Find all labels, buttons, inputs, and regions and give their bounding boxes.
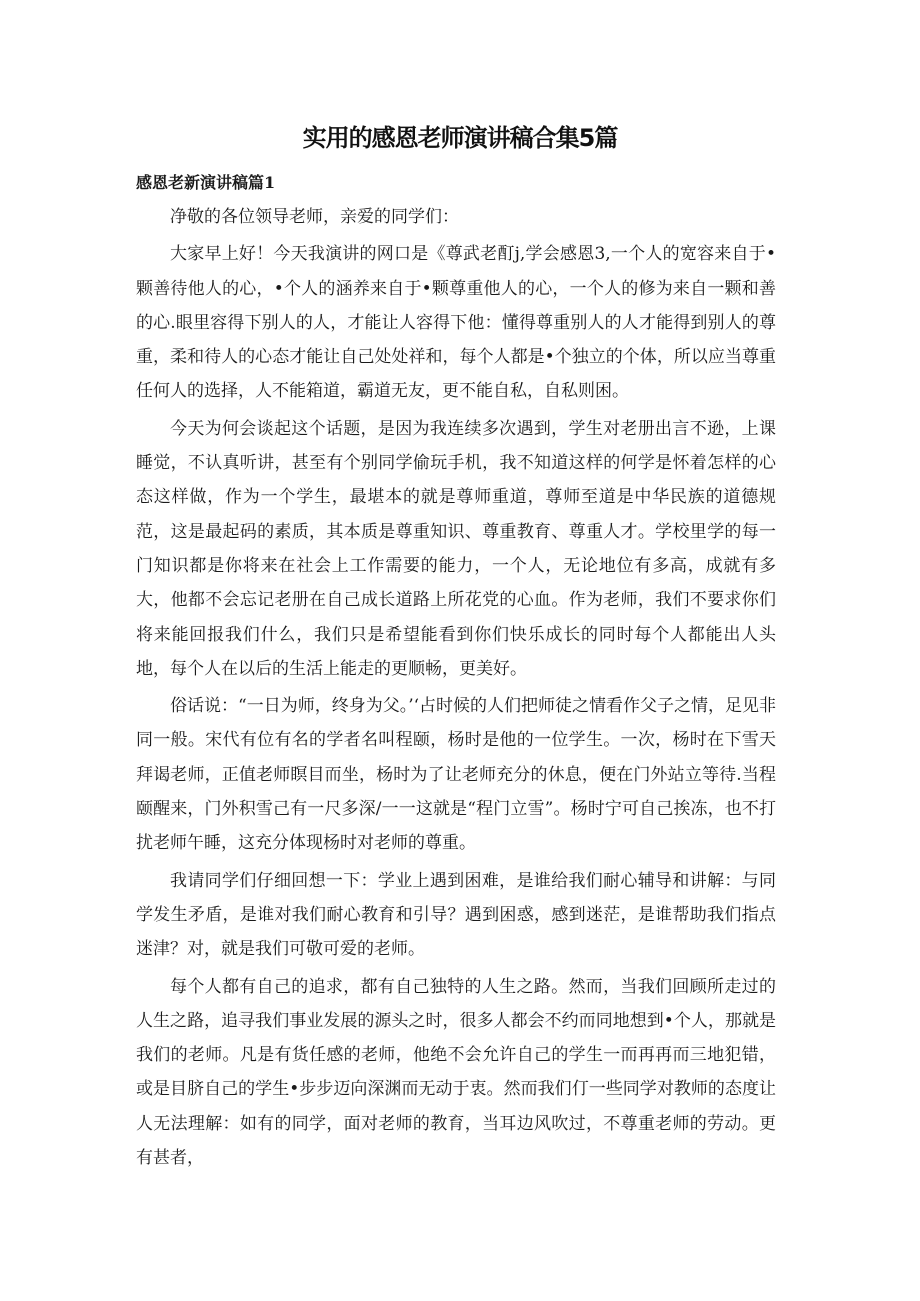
paragraph: 大家早上好！今天我演讲的网口是《尊武老酊j,学会感恩3,一个人的宽容来自于•颗善待他人的心，•个人的涵养来自于•颗尊重他人的心，一个人的修为来自一颗和善的心.眼里容得下别人的人，才能让人容得下他：懂得尊重别人的人才能得到别人的尊重，柔和待人的心态才能让自己处处祥和，每个人都是•个独立的个体，所以应当尊重任何人的选择，人不能箱道，霸道无友，更不能自私，自私则困。 [136,244,776,402]
paragraph: 今天为何会谈起这个话题，是因为我连续多次遇到，学生对老册出言不逊，上课睡觉，不认真听讲，甚至有个别同学偷玩手机，我不知道这样的何学是怀着怎样的心态这样做，作为一个学生，最堪本的就是尊师重道，尊师至道是中华民族的道德规范，这是最起码的素质，其本质是尊重知识、尊重教育、尊重人才。学校里学的每一门知识都是你将来在社会上工作需要的能力，一个人，无论地位有多高，成就有多大，他都不会忘记老册在自己成长道路上所花党的心血。作为老师，我们不要求你们将来能回报我们什么，我们只是希望能看到你们快乐成长的同时每个人都能出人头地，每个人在以后的生活上能走的更顺畅，更美好。 [136,418,776,679]
paragraph: 每个人都有自己的追求，都有自己独特的人生之路。然而，当我们回顾所走过的人生之路，追寻我们事业发展的源头之时，很多人都会不约而同地想到•个人，那就是我们的老师。凡是有货任感的老师，他绝不会允许自己的学生一而再再而三地犯错，或是目脐自己的学生•步步迈向深渊而无动于衷。然而我们仃一些同学对教师的态度让人无法理解：如有的同学，面对老师的教育，当耳边风吹过，不尊重老师的劳动。更有甚者， [136,976,776,1169]
paragraph: 俗话说：“一日为师，终身为父。’‘占时候的人们把师徒之情看作父子之情，足见非同一般。宋代有位有名的学者名叫程颐，杨时是他的一位学生。一次，杨时在下雪天拜谒老师，正值老师瞑目而坐，杨时为了让老师充分的休息，便在门外站立等待.当程颐醒来，门外积雪己有一尺多深/一一这就是“程门立雪”。杨时宁可自己挨冻，也不打扰老师午睡，这充分体现杨时对老师的尊重。 [136,696,776,854]
paragraph-greeting: 净敬的各位领导老师，亲爱的同学们： [170,207,459,227]
section-heading: 感恩老新演讲稿篇1 [136,173,276,192]
document-body [136,200,776,1178]
paragraph: 我请同学们仔细回想一下：学业上遇到困难，是谁给我们耐心辅导和讲解：与同学发生矛盾，是谁对我们耐心教育和引导？遇到困惑，感到迷茫，是谁帮助我们指点迷津？对，就是我们可敬可爱的老师。 [136,870,776,960]
document-title: 实用的感恩老师演讲稿合集5篇 [302,124,618,152]
